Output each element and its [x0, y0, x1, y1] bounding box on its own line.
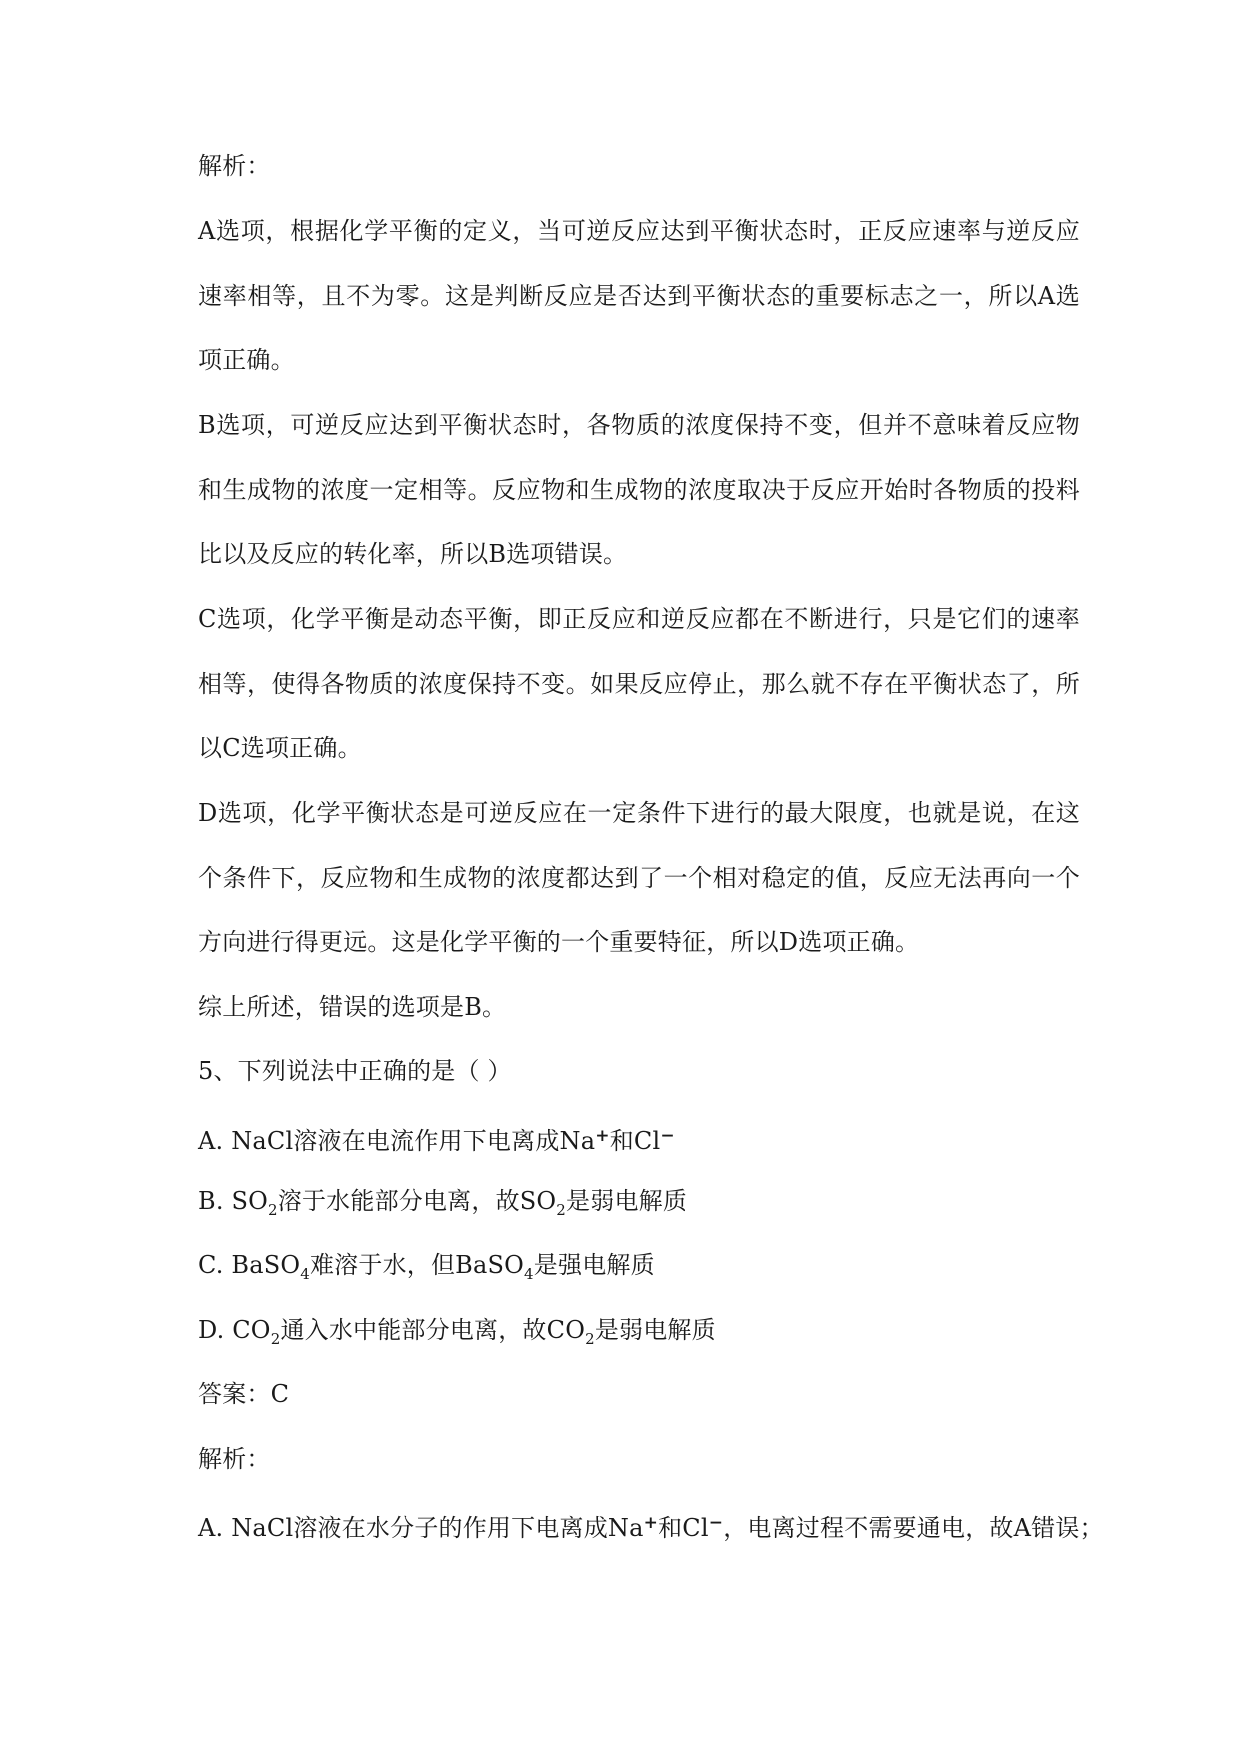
option-d-analysis-line-1: D选项，化学平衡状态是可逆反应在一定条件下进行的最大限度，也就是说，在这: [198, 799, 1080, 827]
answer-line: 答案：C: [198, 1380, 290, 1408]
option-c-text-3: 是强电解质: [533, 1251, 655, 1279]
question-5-option-c: [198, 1249, 655, 1290]
option-d-text-2: 通入水中能部分电离，故CO: [280, 1316, 586, 1344]
option-a-analysis-line-2: 速率相等，且不为零。这是判断反应是否达到平衡状态的重要标志之一，所以A选: [198, 282, 1080, 310]
option-b-analysis-line-2: 和生成物的浓度一定相等。反应物和生成物的浓度取决于反应开始时各物质的投料: [198, 476, 1080, 504]
option-d-analysis-line-3: 方向进行得更远。这是化学平衡的一个重要特征，所以D选项正确。: [198, 928, 920, 956]
option-d-text-3: 是弱电解质: [594, 1316, 716, 1344]
option-b-text-2: 溶于水能部分电离，故SO: [277, 1187, 557, 1215]
question-5-option-b: [198, 1185, 687, 1226]
option-c-text-2: 难溶于水，但BaSO: [309, 1251, 525, 1279]
option-d-subscript-2: 2: [585, 1330, 595, 1348]
option-c-analysis-line-1: C选项，化学平衡是动态平衡，即正反应和逆反应都在不断进行，只是它们的速率: [198, 605, 1080, 633]
option-c-subscript-2: 4: [524, 1265, 534, 1283]
option-a-text-1: A. NaCl溶液在电流作用下电离成Na: [198, 1127, 596, 1155]
analysis-label-2: 解析：: [198, 1445, 271, 1473]
analysis-label: 解析：: [198, 152, 271, 180]
option-b-subscript-2: 2: [556, 1201, 567, 1219]
option-a-analysis-line-1: A选项，根据化学平衡的定义，当可逆反应达到平衡状态时，正反应速率与逆反应: [198, 217, 1080, 245]
last-line-superscript-2: −: [708, 1513, 724, 1533]
option-b-analysis-line-3: 比以及反应的转化率，所以B选项错误。: [198, 540, 628, 568]
analysis-option-a-line: [198, 1507, 1104, 1544]
option-b-analysis-line-1: B选项，可逆反应达到平衡状态时，各物质的浓度保持不变，但并不意味着反应物: [198, 411, 1080, 439]
option-c-analysis-line-2: 相等，使得各物质的浓度保持不变。如果反应停止，那么就不存在平衡状态了，所: [198, 670, 1080, 698]
last-line-text-3: ，电离过程不需要通电，故A错误；: [723, 1514, 1104, 1542]
option-d-subscript-1: 2: [270, 1330, 281, 1348]
option-a-analysis-line-3: 项正确。: [198, 346, 295, 374]
last-line-text-2: 和Cl: [658, 1514, 709, 1542]
last-line-text-1: A. NaCl溶液在水分子的作用下电离成Na: [198, 1514, 644, 1542]
last-line-superscript-1: +: [643, 1513, 659, 1533]
option-d-text-1: D. CO: [198, 1316, 271, 1344]
option-a-superscript-1: +: [595, 1126, 610, 1146]
summary-line: 综上所述，错误的选项是B。: [198, 993, 507, 1021]
option-c-subscript-1: 4: [300, 1265, 310, 1283]
question-5: 5、下列说法中正确的是（ ）: [198, 1057, 512, 1085]
option-c-analysis-line-3: 以C选项正确。: [198, 734, 362, 762]
option-b-subscript-1: 2: [268, 1201, 278, 1219]
option-b-text-1: B. SO: [198, 1187, 269, 1215]
question-5-option-a: [198, 1120, 675, 1157]
option-d-analysis-line-2: 个条件下，反应物和生成物的浓度都达到了一个相对稳定的值，反应无法再向一个: [198, 864, 1080, 892]
question-5-option-d: [198, 1314, 716, 1355]
option-a-superscript-2: −: [660, 1126, 675, 1146]
option-b-text-3: 是弱电解质: [566, 1187, 688, 1215]
option-a-text-2: 和Cl: [609, 1127, 661, 1155]
option-c-text-1: C. BaSO: [198, 1251, 301, 1279]
